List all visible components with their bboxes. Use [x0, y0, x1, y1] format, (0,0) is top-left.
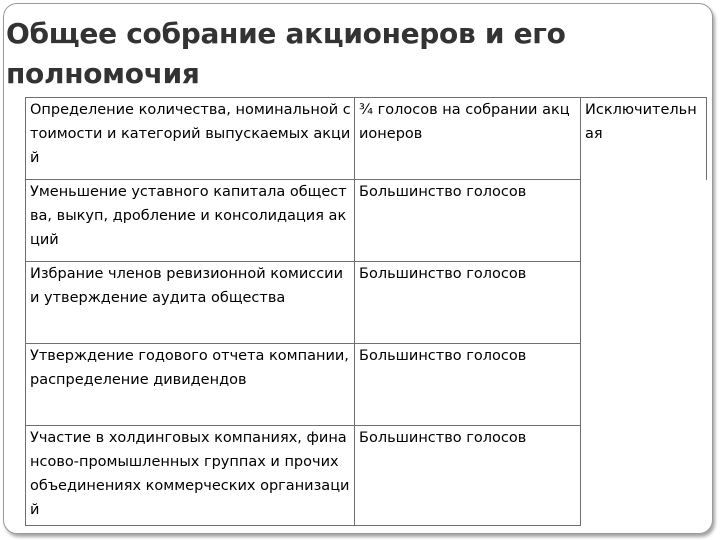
votes-cell: Большинство голосов: [355, 344, 581, 426]
powers-table: [25, 97, 707, 526]
matter-cell: Определение количества, номинальной стоимости и категорий выпускаемых акций: [26, 98, 355, 180]
matter-cell: Участие в холдинговых компаниях, финансово-промышленных группах и прочих объединениях коммерческих организаций: [26, 426, 355, 526]
votes-cell: Большинство голосов: [355, 426, 581, 526]
matter-cell: Уменьшение уставного капитала общества, выкуп, дробление и консолидация акций: [26, 180, 355, 262]
matter-cell: Избрание членов ревизионной комиссии и утверждение аудита общества: [26, 262, 355, 344]
table-row: [26, 262, 707, 344]
slide-title: Общее собрание акционеров и его полномочия: [6, 17, 566, 90]
empty-cell: [581, 344, 707, 426]
competence-cell: Исключительная: [581, 98, 707, 180]
matter-cell: Утверждение годового отчета компании, распределение дивидендов: [26, 344, 355, 426]
empty-cell: [581, 426, 707, 526]
table-row: [26, 180, 707, 262]
table-row: [26, 98, 707, 180]
votes-cell: Большинство голосов: [355, 180, 581, 262]
votes-cell: Большинство голосов: [355, 262, 581, 344]
empty-cell: [581, 262, 707, 344]
empty-cell: [581, 180, 707, 262]
table-row: [26, 344, 707, 426]
table-row: [26, 426, 707, 526]
votes-cell: ¾ голосов на собрании акционеров: [355, 98, 581, 180]
